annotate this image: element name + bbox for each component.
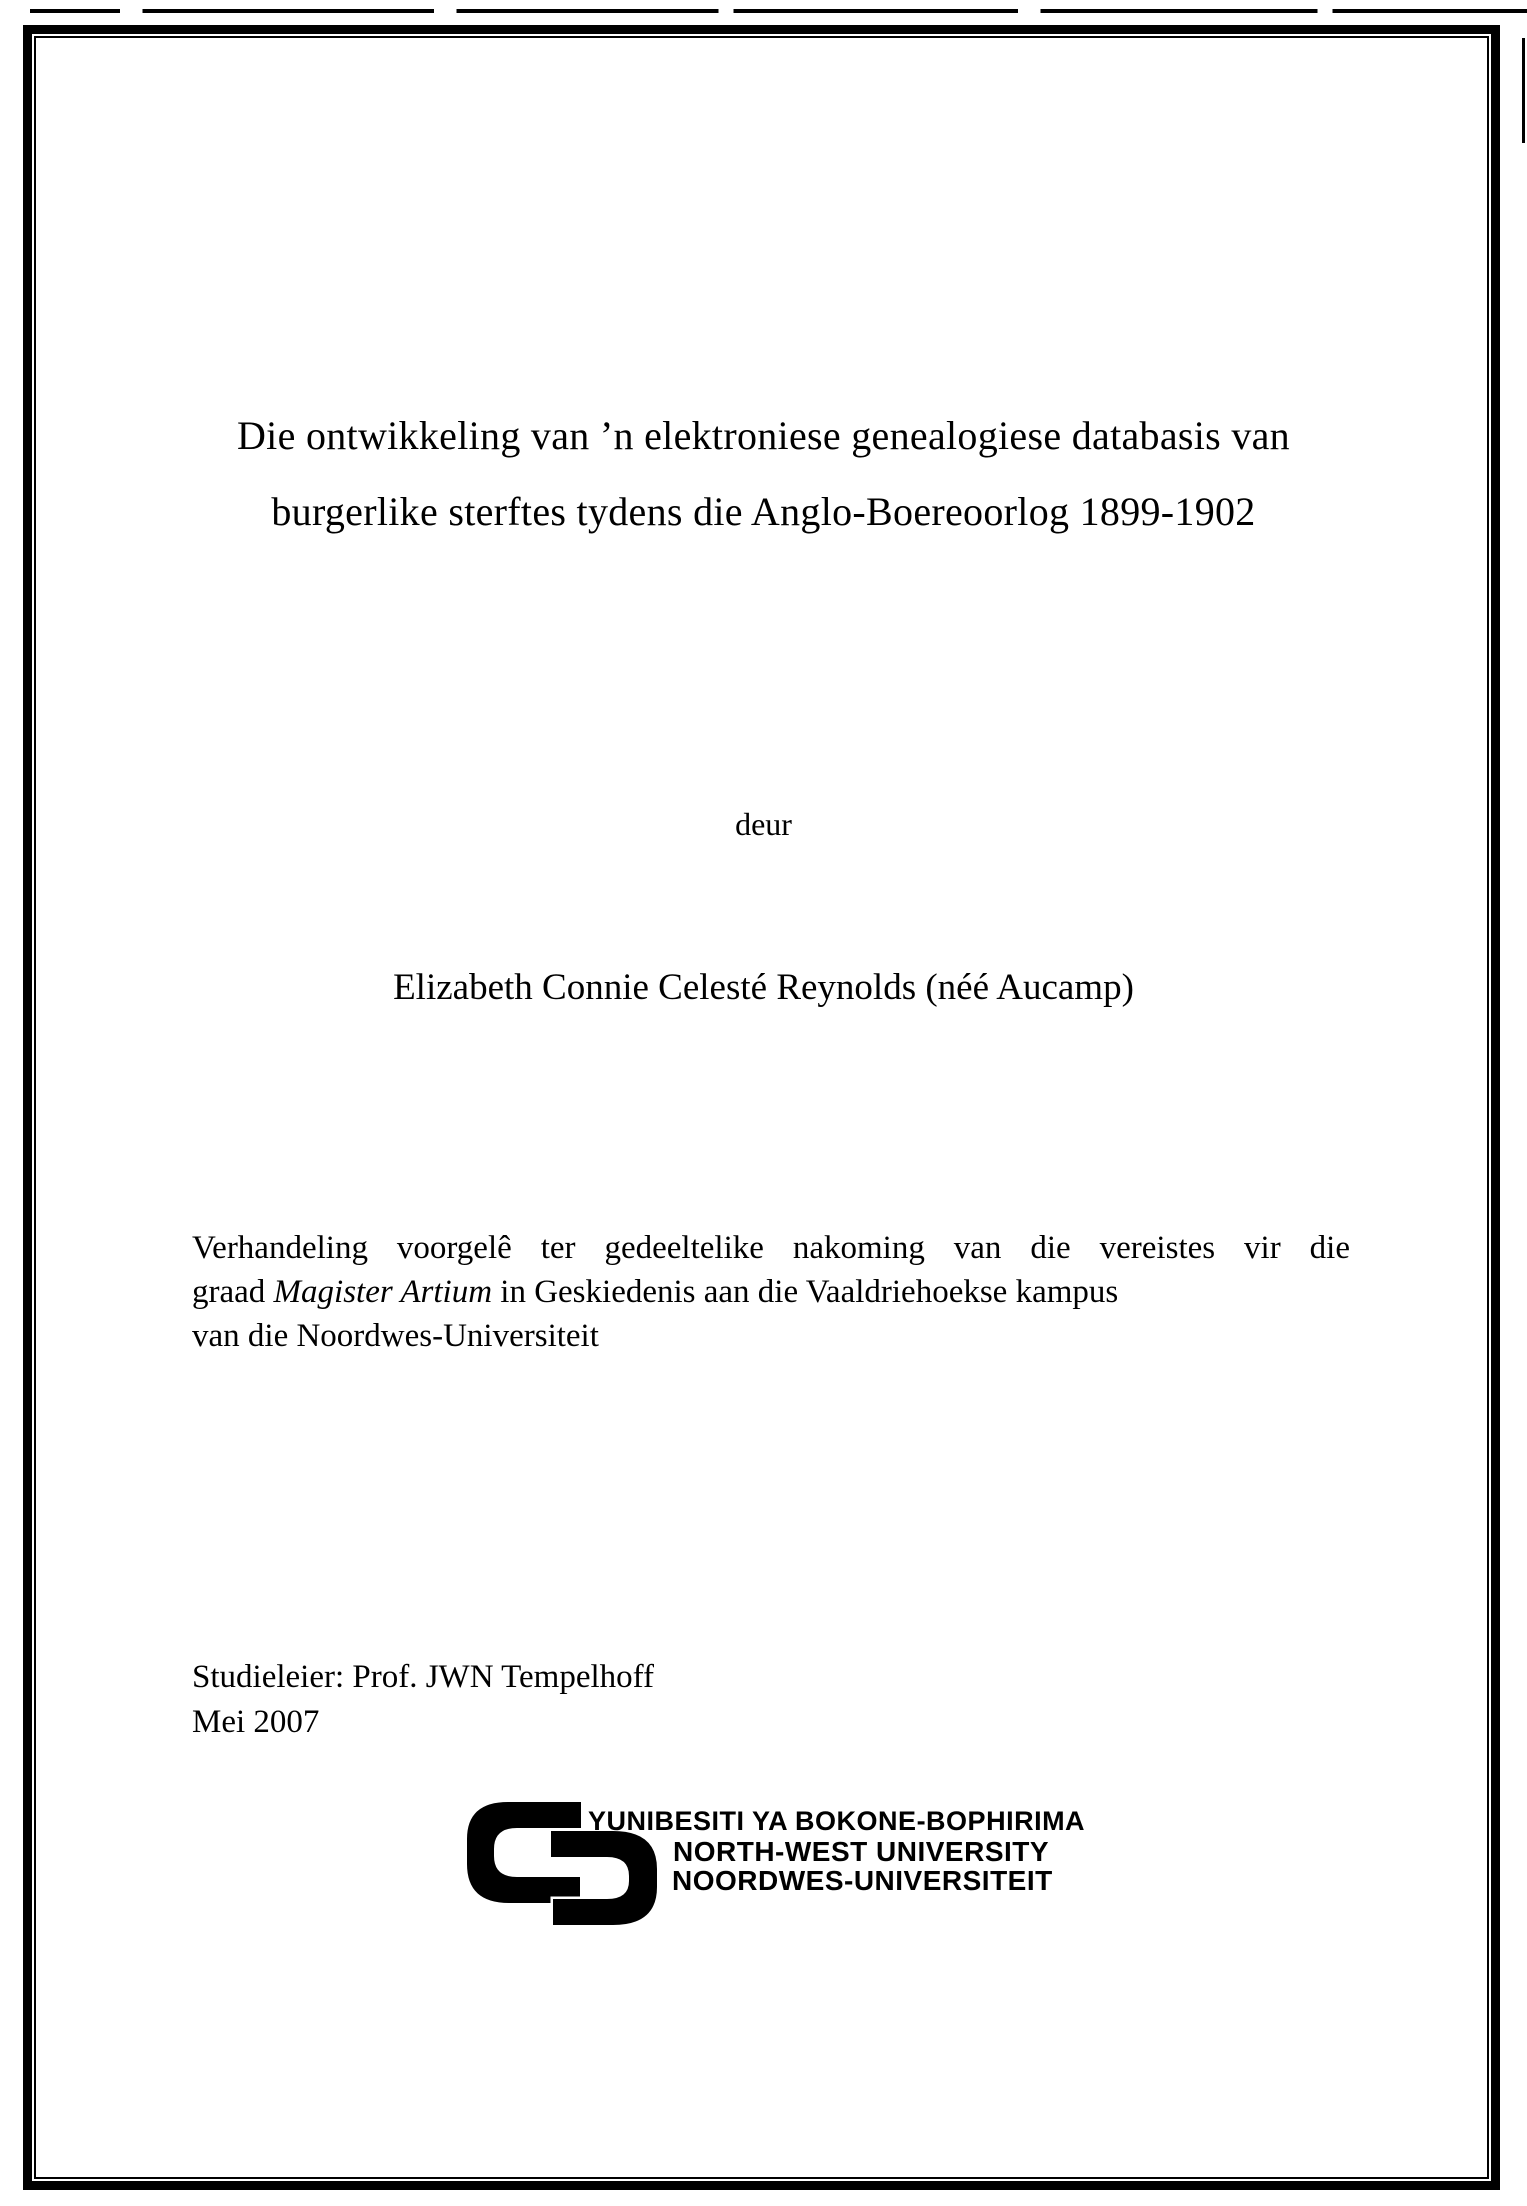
scan-edge-artifact-top (30, 9, 1527, 13)
logo-text-setswana: YUNIBESITI YA BOKONE-BOPHIRIMA (588, 1806, 1086, 1836)
logo-text-english: NORTH-WEST UNIVERSITY (673, 1836, 1050, 1867)
author-name: Elizabeth Connie Celesté Reynolds (néé Aucamp) (393, 967, 1134, 1008)
thesis-title-line2: burgerlike sterftes tydens die Anglo-Boereoorlog 1899-1902 (271, 489, 1256, 534)
byline-label: deur (735, 806, 792, 842)
degree-statement-line2 (192, 1270, 1350, 1314)
scan-edge-artifact-right (1522, 38, 1525, 143)
degree-statement-line1: Verhandeling voorgelê ter gedeeltelike nakoming van die vereistes vir die (192, 1230, 1350, 1266)
degree-statement-line3: van die Noordwes-Universiteit (192, 1318, 599, 1354)
logo-text-afrikaans: NOORDWES-UNIVERSITEIT (672, 1865, 1053, 1896)
degree-statement (192, 1226, 1350, 1358)
date-line: Mei 2007 (192, 1704, 320, 1740)
degree-statement-line2-post: in Geskiedenis aan die Vaaldriehoekse kampus (492, 1274, 1119, 1310)
degree-statement-line2-pre: graad (192, 1274, 274, 1310)
supervisor-line: Studieleier: Prof. JWN Tempelhoff (192, 1659, 655, 1695)
thesis-title (150, 398, 1377, 550)
degree-name-italic: Magister Artium (273, 1274, 493, 1310)
thesis-title-line1: Die ontwikkeling van ’n elektroniese genealogiese databasis van (236, 413, 1290, 458)
supervisor-block (192, 1655, 1350, 1745)
